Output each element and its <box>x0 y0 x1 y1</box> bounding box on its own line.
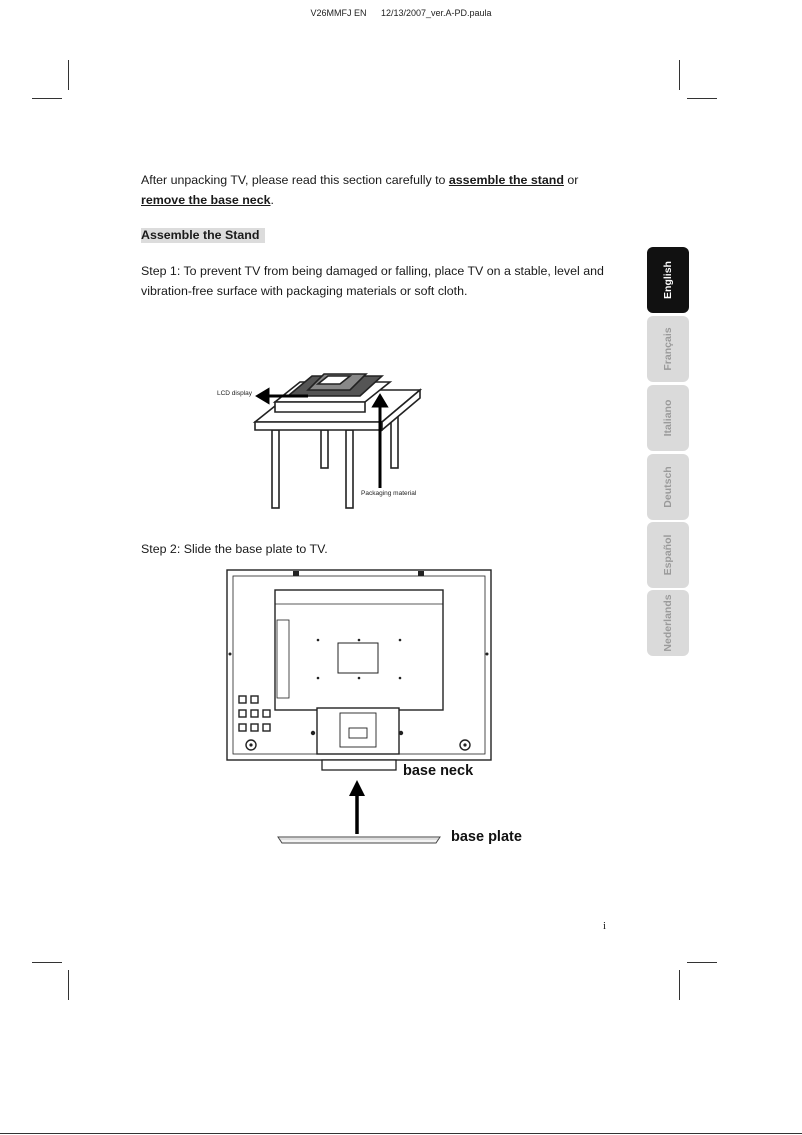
base-plate <box>276 832 442 846</box>
crop-mark-bottom-left-h <box>32 962 62 963</box>
arrow-lcd-head <box>258 390 268 402</box>
intro-text: After unpacking TV, please read this section carefully to <box>141 173 449 187</box>
label-base-neck: base neck <box>403 763 474 779</box>
step1-line1: Step 1: To prevent TV from being damaged or falling, place TV on a stable, level and <box>141 264 604 278</box>
table-leg <box>346 430 353 508</box>
step1-line2: vibration-free surface with packaging materials or soft cloth. <box>141 284 468 298</box>
step1-paragraph <box>141 261 621 301</box>
assemble-stand-ref: assemble the stand <box>448 173 564 187</box>
table-leg <box>321 430 328 468</box>
tab-francais[interactable] <box>647 316 689 382</box>
table-leg <box>272 430 279 508</box>
doc-code: V26MMFJ EN <box>310 8 367 18</box>
tv-rear-panel <box>275 590 443 710</box>
crop-mark-bottom-left-v <box>68 970 69 1000</box>
tab-italiano[interactable] <box>647 385 689 451</box>
intro-paragraph <box>141 170 611 210</box>
step2-text: Step 2: Slide the base plate to TV. <box>141 542 328 556</box>
crop-mark-bottom-right-v <box>679 970 680 1000</box>
arrow-plate-to-neck <box>345 778 369 834</box>
label-base-plate: base plate <box>451 829 522 845</box>
tab-espanol[interactable] <box>647 522 689 588</box>
page-number: i <box>603 920 607 932</box>
table-edge <box>255 422 382 430</box>
figure-tv-back <box>225 568 495 778</box>
tab-label: Français <box>662 327 674 371</box>
tab-deutsch[interactable] <box>647 454 689 520</box>
page-bottom-rule <box>0 1133 802 1134</box>
crop-mark-top-left-h <box>32 98 62 99</box>
remove-base-neck-ref: remove the base neck <box>141 193 271 207</box>
label-lcd-display: LCD display <box>217 390 253 397</box>
label-packaging-material: Packaging material <box>361 490 417 497</box>
tab-label: English <box>662 261 674 299</box>
tab-label: Italiano <box>662 399 674 437</box>
tab-label: Nederlands <box>662 594 674 652</box>
step2-paragraph <box>141 539 621 559</box>
tab-label: Deutsch <box>662 466 674 508</box>
crop-mark-bottom-right-h <box>687 962 717 963</box>
crop-mark-top-right-h <box>687 98 717 99</box>
packaging-edge <box>275 402 365 412</box>
tab-label: Español <box>662 534 674 576</box>
section-heading: Assemble the Stand <box>141 228 265 243</box>
figure-tv-on-table <box>200 360 440 520</box>
crop-mark-top-right-v <box>679 60 680 90</box>
page-header <box>0 8 802 18</box>
base-neck-foot <box>322 760 396 770</box>
file-info: 12/13/2007_ver.A-PD.paula <box>380 8 492 18</box>
tab-english[interactable] <box>647 247 689 313</box>
crop-mark-top-left-v <box>68 60 69 90</box>
intro-text-middle: or <box>563 173 579 187</box>
tab-nederlands[interactable] <box>647 590 689 656</box>
intro-text-end: . <box>270 193 274 207</box>
